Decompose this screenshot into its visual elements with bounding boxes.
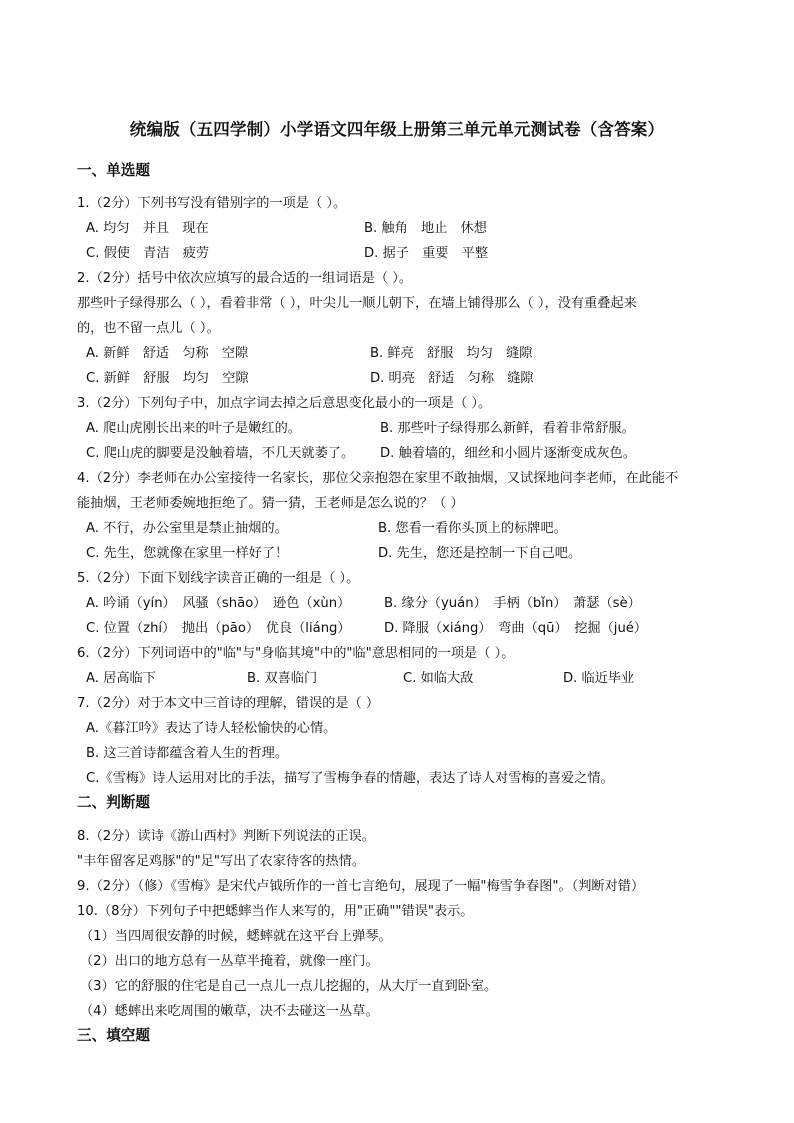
question-5-stem: 5.（2分）下面下划线字读音正确的一组是（ ）。 bbox=[77, 571, 360, 586]
question-10-item-2: （2）出口的地方总有一丛草半掩着，就像一座门。 bbox=[80, 954, 379, 969]
question-1-stem: 1.（2分）下列书写没有错别字的一项是（ ）。 bbox=[77, 196, 347, 211]
question-2-option-c: C. 新鲜 舒服 均匀 空隙 bbox=[86, 371, 249, 386]
question-6-option-c: C. 如临大敌 bbox=[403, 671, 474, 686]
question-4-stem-line-2: 能抽烟，王老师委婉地拒绝了。猜一猜，王老师是怎么说的？（ ） bbox=[77, 496, 464, 511]
question-1-option-d: D. 据子 重要 平整 bbox=[364, 246, 489, 261]
question-2-passage-line-2: 的，也不留一点儿（ ）。 bbox=[77, 321, 220, 336]
question-1-option-b: B. 触角 地止 休想 bbox=[364, 221, 487, 236]
question-5-option-d: D. 降服（xiáng） 弯曲（qū） 挖掘（jué） bbox=[384, 621, 648, 636]
question-10-stem: 10.（8分）下列句子中把蟋蟀当作人来写的，用"正确""错误"表示。 bbox=[77, 904, 474, 919]
question-10-item-1: （1）当四周很安静的时候，蟋蟀就在这平台上弹琴。 bbox=[80, 929, 392, 944]
question-4-stem-line-1: 4.（2分）李老师在办公室接待一名家长，那位父亲抱怨在家里不敢抽烟，又试探地问李老师，在此能不 bbox=[77, 471, 679, 486]
section-heading-fill-in: 三、填空题 bbox=[77, 1027, 150, 1044]
question-6-option-b: B. 双喜临门 bbox=[247, 671, 318, 686]
question-3-option-c: C. 爬山虎的脚要是没触着墙，不几天就萎了。 bbox=[86, 446, 355, 461]
question-5-option-a: A. 吟诵（yín） 风骚（shāo） 逊色（xùn） bbox=[86, 596, 351, 611]
question-7-stem: 7.（2分）对于本文中三首诗的理解，错误的是（ ） bbox=[77, 696, 380, 711]
question-3-stem: 3.（2分）下列句子中，加点字词去掉之后意思变化最小的一项是（ ）。 bbox=[77, 396, 492, 411]
document-title: 统编版（五四学制）小学语文四年级上册第三单元单元测试卷（含答案） bbox=[129, 120, 665, 139]
question-1-option-a: A. 均匀 并且 现在 bbox=[86, 221, 209, 236]
section-heading-single-choice: 一、单选题 bbox=[77, 162, 150, 179]
question-4-option-c: C. 先生，您就像在家里一样好了！ bbox=[86, 546, 289, 561]
question-2-passage-line-1: 那些叶子绿得那么（ ），看着非常（ ），叶尖儿一顺儿朝下，在墙上铺得那么（ ），没有重叠起来 bbox=[77, 296, 637, 311]
question-2-option-d: D. 明亮 舒适 匀称 缝隙 bbox=[370, 371, 534, 386]
question-7-option-b: B. 这三首诗都蕴含着人生的哲理。 bbox=[86, 746, 289, 761]
question-6-stem: 6.（2分）下列词语中的"临"与"身临其境"中的"临"意思相同的一项是（ ）。 bbox=[77, 646, 515, 661]
question-7-option-c: C.《雪梅》诗人运用对比的手法，描写了雪梅争春的情趣，表达了诗人对雪梅的喜爱之情。 bbox=[86, 771, 614, 786]
question-6-option-a: A. 居高临下 bbox=[86, 671, 156, 686]
question-5-option-c: C. 位置（zhí） 抛出（pāo） 优良（liáng） bbox=[86, 621, 351, 636]
question-3-option-d: D. 触着墙的，细丝和小圆片逐渐变成灰色。 bbox=[380, 446, 636, 461]
question-8-stem: 8.（2分）读诗《游山西村》判断下列说法的正误。 bbox=[77, 829, 375, 844]
question-10-item-3: （3）它的舒服的住宅是自己一点儿一点儿挖掘的，从大厅一直到卧室。 bbox=[80, 979, 498, 994]
question-1-option-c: C. 假使 青洁 疲劳 bbox=[86, 246, 210, 261]
question-2-stem: 2.（2分）括号中依次应填写的最合适的一组词语是（ ）。 bbox=[77, 271, 413, 286]
question-9-stem: 9.（2分）（修）《雪梅》是宋代卢钺所作的一首七言绝句，展现了一幅"梅雪争春图"。（判断对错） bbox=[77, 879, 645, 894]
question-4-option-a: A. 不行，办公室里是禁止抽烟的。 bbox=[86, 521, 288, 536]
question-2-option-a: A. 新鲜 舒适 匀称 空隙 bbox=[86, 346, 249, 361]
question-2-option-b: B. 鲜亮 舒服 均匀 缝隙 bbox=[370, 346, 533, 361]
question-3-option-a: A. 爬山虎刚长出来的叶子是嫩红的。 bbox=[86, 421, 301, 436]
question-6-option-d: D. 临近毕业 bbox=[563, 671, 635, 686]
question-10-item-4: （4）蟋蟀出来吃周围的嫩草，决不去碰这一丛草。 bbox=[80, 1004, 379, 1019]
question-7-option-a: A.《暮江吟》表达了诗人轻松愉快的心情。 bbox=[86, 721, 337, 736]
section-heading-true-false: 二、判断题 bbox=[77, 794, 150, 811]
question-4-option-d: D. 先生，您还是控制一下自己吧。 bbox=[378, 546, 582, 561]
question-4-option-b: B. 您看一看你头顶上的标牌吧。 bbox=[378, 521, 567, 536]
question-5-option-b: B. 缘分（yuán） 手柄（bǐn） 萧瑟（sè） bbox=[384, 596, 641, 611]
question-8-statement: "丰年留客足鸡豚"的"足"写出了农家待客的热情。 bbox=[77, 854, 366, 869]
question-3-option-b: B. 那些叶子绿得那么新鲜，看着非常舒服。 bbox=[380, 421, 635, 436]
